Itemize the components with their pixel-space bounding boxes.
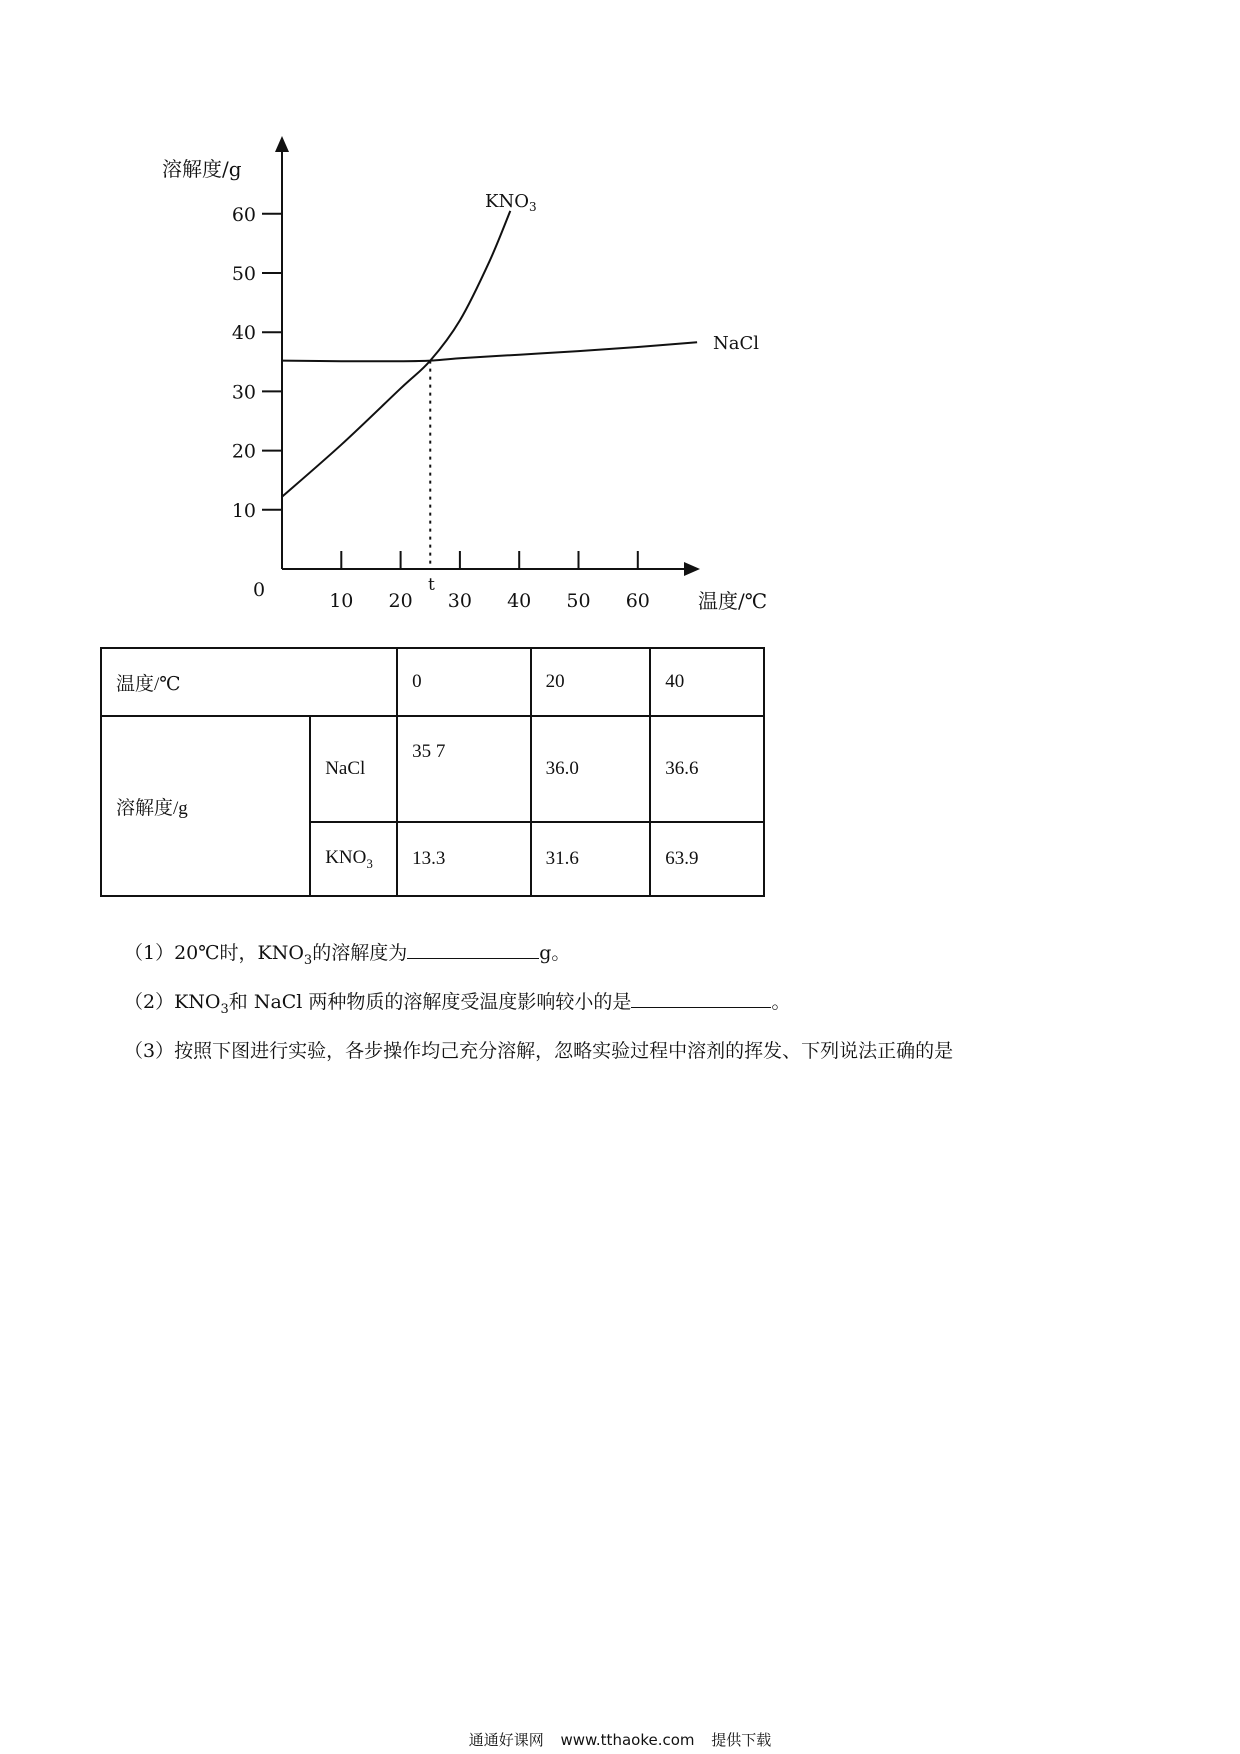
solubility-table (100, 647, 765, 897)
x-axis-arrow (684, 562, 700, 576)
substance-kno3 (310, 822, 397, 896)
kno3-curve (282, 211, 510, 497)
x-tick-label: 30 (447, 590, 472, 612)
question-3-text: （3）按照下图进行实验，各步操作均己充分溶解，忽略实验过程中溶剂的挥发、下列说法正确的是 (124, 1040, 954, 1062)
temperature-header: 温度/℃ (101, 648, 397, 716)
table-row (101, 648, 764, 716)
chart-series (282, 211, 697, 569)
table-cell: 20 (531, 648, 651, 716)
nacl-series-label: NaCl (713, 333, 760, 354)
nacl-curve (282, 342, 697, 361)
origin-label: 0 (253, 579, 266, 601)
x-tick-label: 20 (388, 590, 413, 612)
y-tick-label: 10 (231, 499, 256, 522)
table-cell: 40 (650, 648, 764, 716)
solubility-chart (0, 0, 1240, 640)
answer-blank-2[interactable] (631, 989, 771, 1008)
x-tick-label: 10 (329, 590, 354, 612)
substance-nacl: NaCl (310, 716, 397, 822)
table-cell: 31.6 (531, 822, 651, 896)
footer-action: 提供下载 (711, 1731, 772, 1749)
table-cell: 36.0 (531, 716, 651, 822)
table-cell: 0 (397, 648, 531, 716)
y-tick-label: 40 (231, 322, 256, 345)
solubility-group-label: 溶解度/g (101, 716, 310, 896)
footer-url[interactable]: www.tthaoke.com (560, 1731, 695, 1749)
question-1 (124, 938, 570, 968)
kno3-label-sub: 3 (528, 200, 537, 214)
kno3-series-label (485, 191, 537, 214)
chart-ticks (232, 204, 650, 612)
question-1-sub: 3 (303, 952, 313, 968)
y-tick-label: 30 (231, 381, 256, 404)
substance-kno3-sub: 3 (366, 855, 373, 871)
page-footer (0, 1729, 1240, 1750)
question-3 (124, 1036, 953, 1063)
table-cell: 13.3 (397, 822, 531, 896)
table-cell: 36.6 (650, 716, 764, 822)
x-tick-label: 60 (625, 590, 650, 612)
y-tick-label: 20 (231, 440, 256, 463)
y-axis-arrow (275, 136, 289, 152)
x-axis-label: 温度/℃ (698, 589, 768, 613)
table-cell: 35 7 (397, 716, 531, 822)
question-2-post: 。 (771, 991, 791, 1013)
question-2-pre: （2）KNO (124, 991, 221, 1013)
y-tick-label: 60 (231, 203, 256, 226)
y-axis-label: 溶解度/g (162, 157, 242, 181)
kno3-label-text: KNO (485, 191, 529, 212)
table-row (101, 716, 764, 822)
question-2-mid: 和 NaCl 两种物质的溶解度受温度影响较小的是 (228, 991, 632, 1013)
substance-kno3-text: KNO (325, 846, 367, 868)
table-cell: 63.9 (650, 822, 764, 896)
question-1-mid: 的溶解度为 (312, 942, 408, 964)
question-1-post: g。 (539, 942, 571, 964)
question-2 (124, 987, 790, 1017)
x-tick-label: 50 (566, 590, 591, 612)
footer-site: 通通好课网 (468, 1731, 544, 1749)
question-1-pre: （1）20℃时，KNO (124, 942, 304, 964)
t-marker-label: t (428, 575, 435, 595)
y-tick-label: 50 (231, 263, 256, 285)
x-tick-label: 40 (507, 590, 532, 612)
question-2-sub: 3 (220, 1001, 229, 1017)
answer-blank-1[interactable] (407, 940, 539, 959)
